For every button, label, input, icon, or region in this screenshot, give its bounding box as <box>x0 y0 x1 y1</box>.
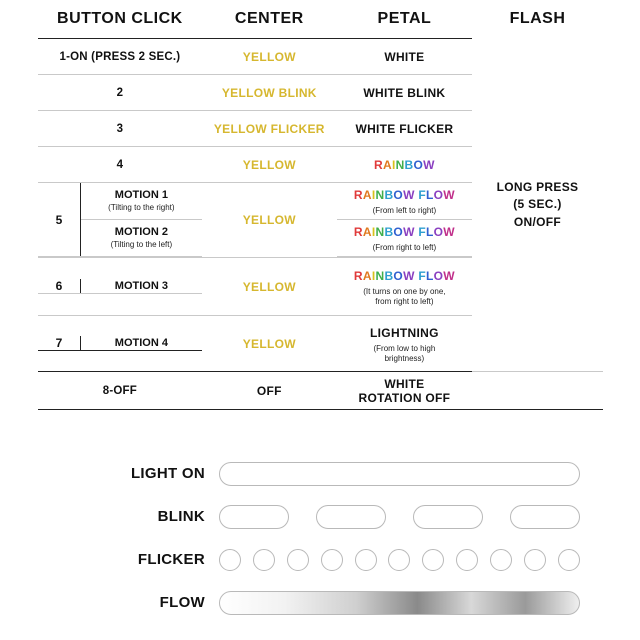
rainbow-flow-word: RAINBOW FLOW <box>353 268 455 283</box>
blink-segment <box>413 505 483 529</box>
legend-art-flow <box>219 590 580 616</box>
solid-bar-shape <box>219 462 580 486</box>
flash-line-1: LONG PRESS <box>496 180 579 195</box>
legend-row-flow <box>60 581 580 624</box>
cell-flash-longpress <box>472 39 603 372</box>
cell-flash-8 <box>472 372 603 410</box>
cell-click-4: 4 <box>38 147 202 183</box>
legend-label-light-on: LIGHT ON <box>130 465 205 482</box>
cell-petal-3: WHITE FLICKER <box>337 111 472 147</box>
blink-segment <box>510 505 580 529</box>
flicker-dot <box>287 549 309 571</box>
flicker-dot <box>219 549 241 571</box>
gradient-bar-shape <box>219 591 580 615</box>
petal-7-label: LIGHTNING <box>370 325 439 340</box>
cell-center-7: YELLOW <box>202 316 337 372</box>
legend-art-blink <box>219 504 580 530</box>
header-center: CENTER <box>202 6 337 39</box>
cell-center-8: OFF <box>202 372 337 410</box>
flicker-dot <box>253 549 275 571</box>
cell-motion-4: MOTION 4 <box>81 336 202 351</box>
cell-motion-1 <box>81 183 202 220</box>
flicker-dot <box>388 549 410 571</box>
rainbow-flow-word: RAINBOW FLOW <box>353 188 455 203</box>
cell-click-6: 6 <box>38 279 81 294</box>
cell-petal-4 <box>337 147 472 183</box>
rainbow-flow-word: RAINBOW FLOW <box>353 225 455 240</box>
rainbow-word: RAINBOW <box>374 157 435 172</box>
header-flash: FLASH <box>509 10 566 28</box>
cell-click-1: 1-ON (PRESS 2 SEC.) <box>38 39 202 75</box>
cell-petal-5a <box>337 183 472 220</box>
cell-center-2: YELLOW BLINK <box>202 75 337 111</box>
cell-click-2: 2 <box>38 75 202 111</box>
cell-petal-7 <box>337 316 472 372</box>
petal-5b-note: (From right to left) <box>372 243 437 253</box>
flicker-dot <box>456 549 478 571</box>
cell-center-1: YELLOW <box>202 39 337 75</box>
flicker-dot <box>355 549 377 571</box>
cell-petal-6 <box>337 258 472 316</box>
cell-click-3: 3 <box>38 111 202 147</box>
header-petal: PETAL <box>337 6 472 39</box>
cell-petal-5b <box>337 220 472 257</box>
blink-segment <box>219 505 289 529</box>
legend-art-light-on <box>219 461 580 487</box>
flicker-dot <box>558 549 580 571</box>
flicker-dot <box>321 549 343 571</box>
legend <box>60 452 580 624</box>
header-button-click: BUTTON CLICK <box>38 6 202 39</box>
motion-1-note: (Tilting to the right) <box>108 203 175 213</box>
cell-motion-3: MOTION 3 <box>81 279 202 294</box>
legend-row-flicker <box>60 538 580 581</box>
cell-center-6: YELLOW <box>202 258 337 316</box>
legend-row-light-on <box>60 452 580 495</box>
flash-line-2: (5 SEC.) <box>513 197 562 212</box>
blink-segment <box>316 505 386 529</box>
table-row <box>38 39 603 75</box>
cell-motion-2 <box>81 220 202 257</box>
flicker-dot <box>490 549 512 571</box>
motion-2-note: (Tilting to the left) <box>110 240 173 250</box>
legend-label-flow: FLOW <box>159 594 205 611</box>
cell-petal-8: WHITE ROTATION OFF <box>337 372 472 410</box>
button-click-table <box>38 6 603 410</box>
table-header-row <box>38 6 603 39</box>
flicker-dot <box>422 549 444 571</box>
cell-click-7: 7 <box>38 336 81 351</box>
petal-6-note: (It turns on one by one, from right to left) <box>363 286 446 306</box>
legend-label-blink: BLINK <box>157 508 205 525</box>
cell-center-5: YELLOW <box>202 183 337 258</box>
legend-row-blink <box>60 495 580 538</box>
cell-petal-1: WHITE <box>337 39 472 75</box>
motion-1-name: MOTION 1 <box>114 189 168 202</box>
petal-5a-note: (From left to right) <box>372 206 437 216</box>
cell-center-3: YELLOW FLICKER <box>202 111 337 147</box>
cell-click-8: 8-OFF <box>38 372 202 410</box>
flash-line-3: ON/OFF <box>513 214 562 229</box>
cell-petal-2: WHITE BLINK <box>337 75 472 111</box>
cell-click-5: 5 <box>38 183 81 257</box>
petal-7-note: (From low to high brightness) <box>373 343 436 363</box>
cell-center-4: YELLOW <box>202 147 337 183</box>
flicker-dot <box>524 549 546 571</box>
motion-2-name: MOTION 2 <box>114 226 168 239</box>
legend-label-flicker: FLICKER <box>137 551 205 568</box>
legend-art-flicker <box>219 547 580 573</box>
table-row <box>38 372 603 410</box>
